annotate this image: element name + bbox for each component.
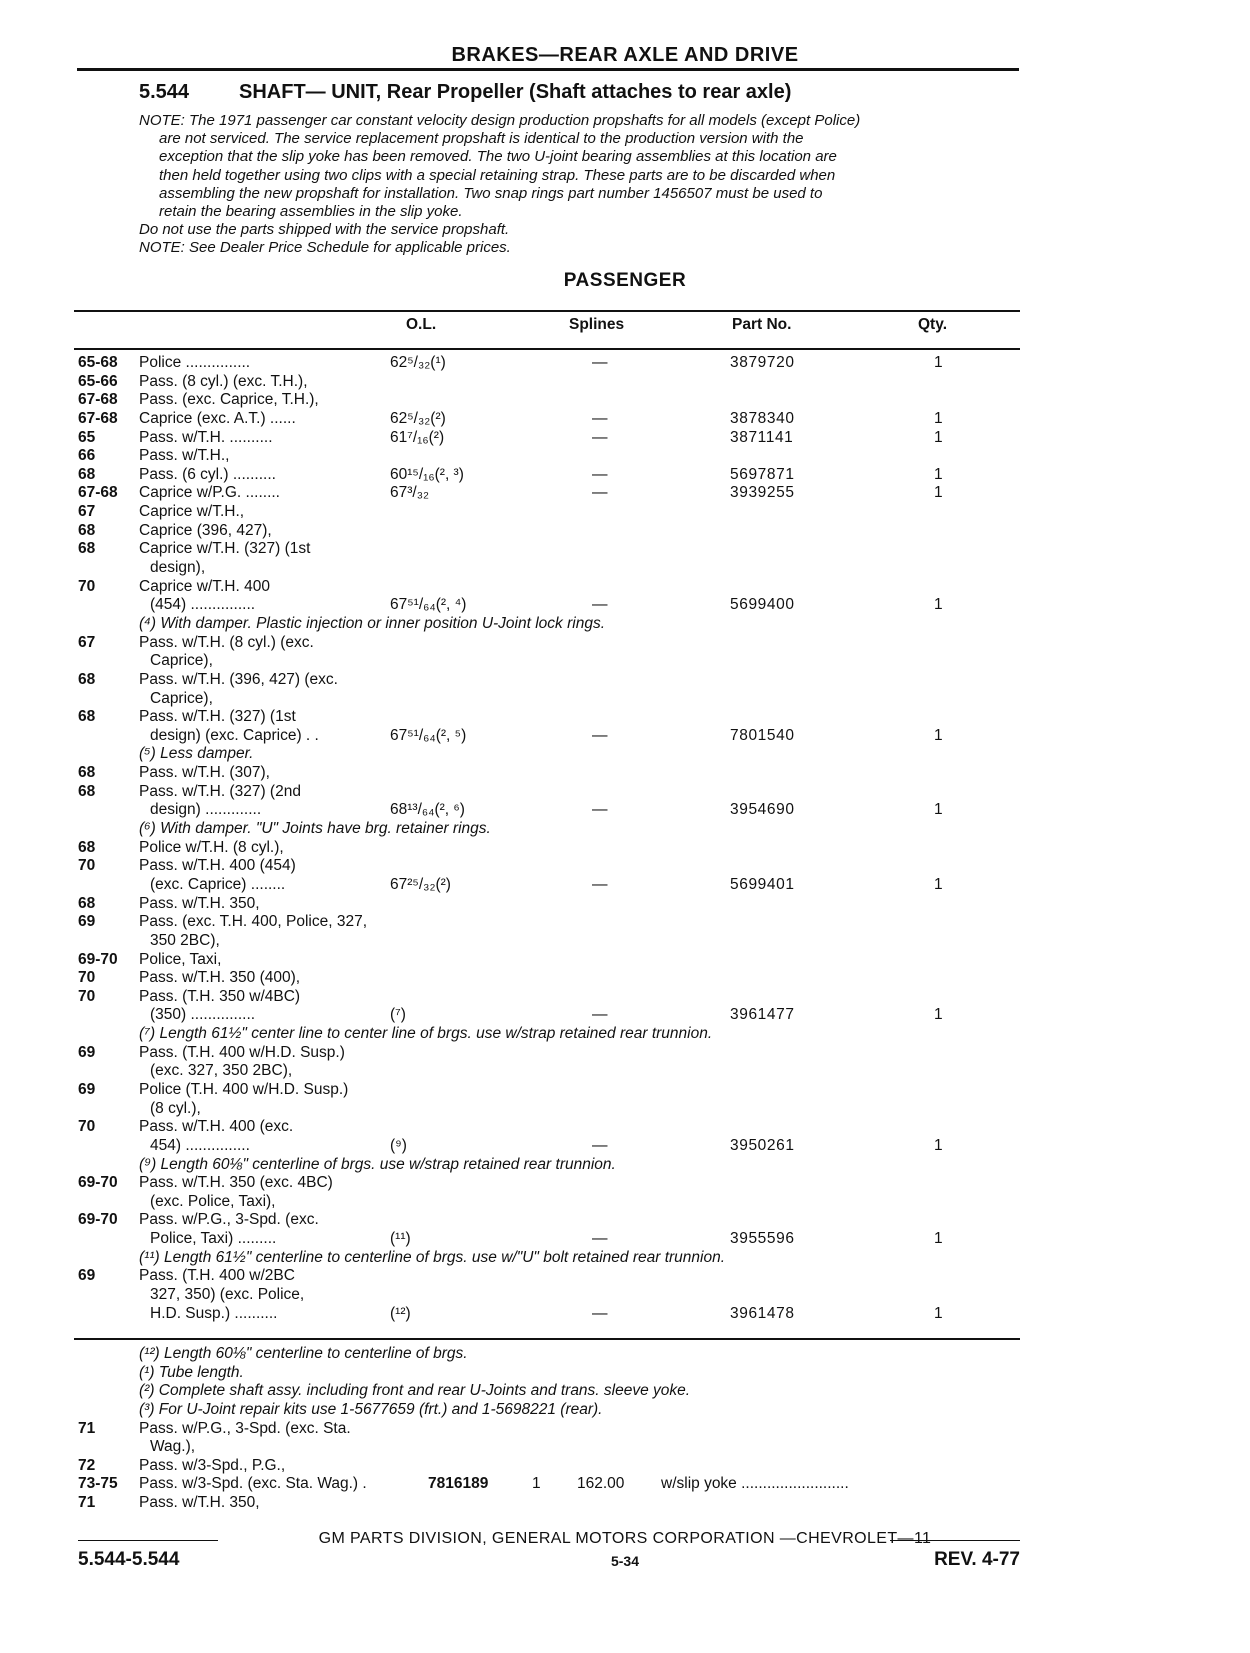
application-desc: H.D. Susp.) .......... [150, 1304, 278, 1322]
overall-length: 67⁵¹/₆₄(², ⁵) [390, 726, 467, 744]
part-number: 7816189 [428, 1475, 489, 1493]
part-number: 3878340 [730, 409, 795, 427]
note-line: are not serviced. The service replacement propshaft is identical to the production version with the [159, 130, 804, 148]
application-desc: design), [150, 559, 206, 577]
application-desc: Caprice (exc. A.T.) ...... [139, 409, 296, 427]
application-desc: 350 2BC), [150, 931, 220, 949]
table-row [0, 559, 1250, 578]
splines-value: — [592, 409, 608, 427]
table-row [0, 1006, 1250, 1025]
footnote-row [0, 1025, 1250, 1044]
model-year: 69 [78, 1080, 96, 1098]
quantity: 1 [934, 465, 943, 483]
application-desc: Pass. w/T.H. (307), [139, 764, 270, 782]
note-line: retain the bearing assemblies in the slip yoke. [159, 203, 463, 221]
application-desc: Pass. w/T.H. 350 (exc. 4BC) [139, 1174, 333, 1192]
footnote-row [0, 1364, 1250, 1383]
table-row [0, 466, 1250, 485]
footnotes-and-continuation [0, 1345, 1250, 1513]
application-desc: Pass. w/T.H., [139, 447, 230, 465]
quantity: 1 [934, 1006, 943, 1024]
table-row [0, 1267, 1250, 1286]
table-row [0, 391, 1250, 410]
model-year: 70 [78, 1118, 96, 1136]
quantity: 1 [934, 801, 943, 819]
model-year: 68 [78, 838, 96, 856]
price: 162.00 [577, 1475, 625, 1493]
overall-length: (⁹) [390, 1136, 407, 1154]
table-row [0, 1062, 1250, 1081]
application-desc: Police ............... [139, 354, 251, 371]
table-row [0, 988, 1250, 1007]
model-year: 68 [78, 540, 96, 558]
overall-length: (¹¹) [390, 1230, 411, 1248]
application-desc: Pass. (8 cyl.) (exc. T.H.), [139, 372, 308, 390]
note-line: exception that the slip yoke has been removed. The two U-joint bearing assemblies at this location are [159, 148, 837, 166]
application-desc: Police w/T.H. (8 cyl.), [139, 838, 284, 856]
table-row [0, 503, 1250, 522]
splines-value: — [592, 875, 608, 893]
model-year: 67-68 [78, 409, 118, 427]
part-number: 5699400 [730, 596, 795, 614]
note-line: Do not use the parts shipped with the service propshaft. [139, 221, 510, 239]
application-desc: Pass. (T.H. 400 w/2BC [139, 1267, 295, 1285]
part-number: 3961477 [730, 1006, 795, 1024]
quantity: 1 [934, 409, 943, 427]
note-line: then held together using two clips with a special retaining strap. These parts are to be discarded when [159, 166, 836, 184]
table-row [0, 1044, 1250, 1063]
model-year: 68 [78, 521, 96, 539]
table-row [0, 373, 1250, 392]
application-desc: Pass. w/3-Spd., P.G., [139, 1456, 286, 1474]
table-row [0, 913, 1250, 932]
model-year: 67 [78, 503, 96, 521]
footer-section-range: 5.544-5.544 [78, 1549, 180, 1570]
table-subtitle: PASSENGER [563, 270, 687, 291]
footnote-text: (¹) Tube length. [139, 1363, 244, 1381]
model-year: 70 [78, 577, 96, 595]
application-desc: Pass. w/T.H. 350 (400), [139, 969, 301, 987]
page-number: 5-34 [610, 1553, 640, 1569]
footnote-text: (⁴) With damper. Plastic injection or inner position U-Joint lock rings. [139, 614, 606, 632]
overall-length: 61⁷/₁₆(²) [390, 428, 445, 446]
overall-length: 60¹⁵/₁₆(², ³) [390, 465, 464, 483]
part-number: 3939255 [730, 484, 795, 502]
quantity: 1 [934, 428, 943, 446]
splines-value: — [592, 596, 608, 614]
note-line: NOTE: See Dealer Price Schedule for applicable prices. [139, 239, 511, 257]
overall-length: (¹²) [390, 1304, 411, 1322]
overall-length: 62⁵/₃₂(¹) [390, 354, 446, 371]
table-rule-bottom [74, 1338, 1020, 1340]
model-year: 70 [78, 987, 96, 1005]
application-desc: Pass. w/T.H. (396, 427) (exc. [139, 670, 338, 688]
footnote-text: (⁹) Length 60⅛" centerline of brgs. use w/strap retained rear trunnion. [139, 1155, 616, 1173]
table-row [0, 447, 1250, 466]
splines-value: — [592, 1136, 608, 1154]
running-head: BRAKES—REAR AXLE AND DRIVE [451, 44, 799, 66]
splines-value: — [592, 354, 608, 371]
splines-value: — [592, 1006, 608, 1024]
note-line: assembling the new propshaft for installation. Two snap rings part number 1456507 must be used to [159, 184, 823, 202]
table-row [0, 764, 1250, 783]
overall-length: 62⁵/₃₂(²) [390, 409, 446, 427]
model-year: 69-70 [78, 1211, 118, 1229]
table-row [0, 1193, 1250, 1212]
application-desc: Police (T.H. 400 w/H.D. Susp.) [139, 1080, 349, 1098]
overall-length: 67²⁵/₃₂(²) [390, 875, 451, 893]
table-row [0, 1118, 1250, 1137]
model-year: 68 [78, 465, 96, 483]
header-rule [77, 68, 1019, 71]
col-header-qty: Qty. [918, 316, 947, 333]
table-row [0, 578, 1250, 597]
application-desc: Police, Taxi, [139, 950, 222, 968]
table-rule-header [74, 348, 1020, 350]
table-row [0, 857, 1250, 876]
table-row [0, 1081, 1250, 1100]
splines-value: — [592, 726, 608, 744]
application-desc: Pass. w/3-Spd. (exc. Sta. Wag.) . [139, 1475, 367, 1493]
table-row [0, 839, 1250, 858]
part-number: 3879720 [730, 354, 795, 371]
quantity: 1 [532, 1475, 541, 1493]
table-row [0, 1475, 1250, 1494]
model-year: 67-68 [78, 391, 118, 409]
section-heading [139, 81, 791, 104]
section-number: 5.544 [139, 81, 190, 103]
table-row [0, 1137, 1250, 1156]
table-row [0, 1211, 1250, 1230]
table-row [0, 951, 1250, 970]
table-row [0, 484, 1250, 503]
model-year: 68 [78, 670, 96, 688]
application-desc: Pass. (T.H. 400 w/H.D. Susp.) [139, 1043, 345, 1061]
model-year: 69 [78, 1267, 96, 1285]
footnote-row [0, 745, 1250, 764]
model-year: 68 [78, 708, 96, 726]
application-desc: Caprice), [150, 689, 213, 707]
table-row [0, 429, 1250, 448]
application-desc: design) (exc. Caprice) . . [150, 726, 319, 744]
model-year: 69 [78, 1043, 96, 1061]
application-desc: Pass. (T.H. 350 w/4BC) [139, 987, 301, 1005]
model-year: 68 [78, 782, 96, 800]
splines-value: — [592, 1304, 608, 1322]
table-row [0, 1100, 1250, 1119]
application-desc: (8 cyl.), [150, 1099, 201, 1117]
table-rule-top [74, 310, 1020, 312]
table-row [0, 783, 1250, 802]
overall-length: (⁷) [390, 1006, 406, 1024]
revision-label: REV. 4-77 [934, 1549, 1020, 1570]
splines-value: — [592, 801, 608, 819]
application-desc: Caprice (396, 427), [139, 521, 272, 539]
model-year: 67 [78, 633, 96, 651]
footnote-row [0, 1382, 1250, 1401]
parts-table [0, 354, 1250, 1323]
table-row [0, 671, 1250, 690]
table-row [0, 727, 1250, 746]
table-row [0, 522, 1250, 541]
quantity: 1 [934, 1136, 943, 1154]
quantity: 1 [934, 875, 943, 893]
table-row [0, 634, 1250, 653]
application-desc: Police, Taxi) ......... [150, 1230, 277, 1248]
part-number: 3955596 [730, 1230, 795, 1248]
model-year: 65-66 [78, 372, 118, 390]
footnote-row [0, 1156, 1250, 1175]
overall-length: 67⁵¹/₆₄(², ⁴) [390, 596, 467, 614]
footnote-row [0, 1249, 1250, 1268]
model-year: 71 [78, 1494, 96, 1512]
application-desc: 327, 350) (exc. Police, [150, 1286, 305, 1304]
footnote-text: (⁶) With damper. "U" Joints have brg. retainer rings. [139, 820, 491, 838]
application-desc: (exc. 327, 350 2BC), [150, 1062, 293, 1080]
footnote-row [0, 1345, 1250, 1364]
application-desc: Caprice w/P.G. ........ [139, 484, 280, 502]
footnote-row [0, 615, 1250, 634]
quantity: 1 [934, 354, 943, 371]
application-desc: 454) ............... [150, 1136, 250, 1154]
overall-length: 68¹³/₆₄(², ⁶) [390, 801, 465, 819]
table-row [0, 1420, 1250, 1439]
table-row [0, 690, 1250, 709]
table-row [0, 1494, 1250, 1513]
table-row [0, 540, 1250, 559]
overall-length: 67³/₃₂ [390, 484, 430, 502]
col-header-part-no: Part No. [732, 316, 792, 333]
application-desc: design) ............. [150, 801, 262, 819]
section-title: SHAFT— UNIT, Rear Propeller (Shaft attaches to rear axle) [239, 81, 792, 103]
table-row [0, 801, 1250, 820]
application-desc: Pass. w/T.H. 350, [139, 1494, 260, 1512]
application-desc: Caprice w/T.H., [139, 503, 245, 521]
table-row [0, 708, 1250, 727]
footnote-text: (²) Complete shaft assy. including front and rear U-Joints and trans. sleeve yoke. [139, 1382, 691, 1400]
splines-value: — [592, 1230, 608, 1248]
part-number: 3961478 [730, 1304, 795, 1322]
application-desc: (350) ............... [150, 1006, 256, 1024]
application-desc: Pass. (exc. T.H. 400, Police, 327, [139, 913, 368, 931]
application-desc: Pass. w/T.H. 400 (454) [139, 857, 296, 875]
application-desc: (454) ............... [150, 596, 256, 614]
quantity: 1 [934, 1230, 943, 1248]
application-desc: Pass. w/T.H. 400 (exc. [139, 1118, 294, 1136]
part-number: 3871141 [730, 428, 794, 446]
application-desc: Caprice w/T.H. (327) (1st [139, 540, 311, 558]
application-desc: Pass. w/P.G., 3-Spd. (exc. Sta. [139, 1419, 351, 1437]
model-year: 69-70 [78, 950, 118, 968]
col-header-splines: Splines [569, 316, 625, 333]
table-row [0, 932, 1250, 951]
footnote-text: (⁷) Length 61½" center line to center line of brgs. use w/strap retained rear trunnion. [139, 1025, 713, 1043]
part-number: 5697871 [730, 465, 795, 483]
quantity: 1 [934, 1304, 943, 1322]
quantity: 1 [934, 596, 943, 614]
table-row [0, 354, 1250, 373]
splines-value: — [592, 428, 608, 446]
model-year: 71 [78, 1419, 96, 1437]
table-row [0, 1174, 1250, 1193]
table-row [0, 1230, 1250, 1249]
application-desc: Caprice), [150, 652, 213, 670]
footer-rule-right [890, 1540, 1020, 1541]
model-year: 68 [78, 894, 96, 912]
table-row [0, 652, 1250, 671]
quantity: 1 [934, 726, 943, 744]
footnote-row [0, 1401, 1250, 1420]
footnote-text: (³) For U-Joint repair kits use 1-5677659 (frt.) and 1-5698221 (rear). [139, 1400, 603, 1418]
application-desc: Pass. (6 cyl.) .......... [139, 465, 276, 483]
part-number: 5699401 [730, 875, 795, 893]
model-year: 68 [78, 764, 96, 782]
model-year: 72 [78, 1456, 96, 1474]
model-year: 70 [78, 969, 96, 987]
remark: w/slip yoke ......................... [661, 1475, 849, 1493]
quantity: 1 [934, 484, 943, 502]
table-row [0, 1305, 1250, 1324]
footnote-row [0, 820, 1250, 839]
footnote-text: (¹¹) Length 61½" centerline to centerline of brgs. use w/"U" bolt retained rear trunnion. [139, 1248, 726, 1266]
footnote-text: (⁵) Less damper. [139, 745, 254, 763]
table-row [0, 1286, 1250, 1305]
model-year: 70 [78, 857, 96, 875]
application-desc: Pass. (exc. Caprice, T.H.), [139, 391, 319, 409]
table-row [0, 1457, 1250, 1476]
table-row [0, 895, 1250, 914]
part-number: 3950261 [730, 1136, 795, 1154]
model-year: 69-70 [78, 1174, 118, 1192]
application-desc: Wag.), [150, 1438, 196, 1456]
col-header-ol: O.L. [406, 316, 437, 333]
model-year: 65-68 [78, 354, 118, 371]
part-number: 7801540 [730, 726, 795, 744]
model-year: 67-68 [78, 484, 118, 502]
application-desc: Pass. w/T.H. (327) (1st [139, 708, 296, 726]
table-row [0, 596, 1250, 615]
splines-value: — [592, 465, 608, 483]
table-row [0, 969, 1250, 988]
model-year: 73-75 [78, 1475, 118, 1493]
splines-value: — [592, 484, 608, 502]
application-desc: Caprice w/T.H. 400 [139, 577, 270, 595]
model-year: 69 [78, 913, 96, 931]
part-number: 3954690 [730, 801, 795, 819]
application-desc: (exc. Caprice) ........ [150, 875, 286, 893]
application-desc: Pass. w/T.H. (8 cyl.) (exc. [139, 633, 314, 651]
publisher-line: GM PARTS DIVISION, GENERAL MOTORS CORPORATION —CHEVROLET—11 [318, 1530, 932, 1547]
application-desc: Pass. w/P.G., 3-Spd. (exc. [139, 1211, 319, 1229]
notes-block [139, 112, 1019, 258]
application-desc: (exc. Police, Taxi), [150, 1192, 276, 1210]
model-year: 65 [78, 428, 96, 446]
application-desc: Pass. w/T.H. (327) (2nd [139, 782, 301, 800]
footnote-text: (¹²) Length 60⅛" centerline to centerline of brgs. [139, 1345, 468, 1362]
table-row [0, 1438, 1250, 1457]
table-row [0, 410, 1250, 429]
application-desc: Pass. w/T.H. .......... [139, 428, 273, 446]
note-line: NOTE: The 1971 passenger car constant velocity design production propshafts for all models (except Police) [139, 112, 861, 129]
model-year: 66 [78, 447, 96, 465]
table-row [0, 876, 1250, 895]
application-desc: Pass. w/T.H. 350, [139, 894, 260, 912]
